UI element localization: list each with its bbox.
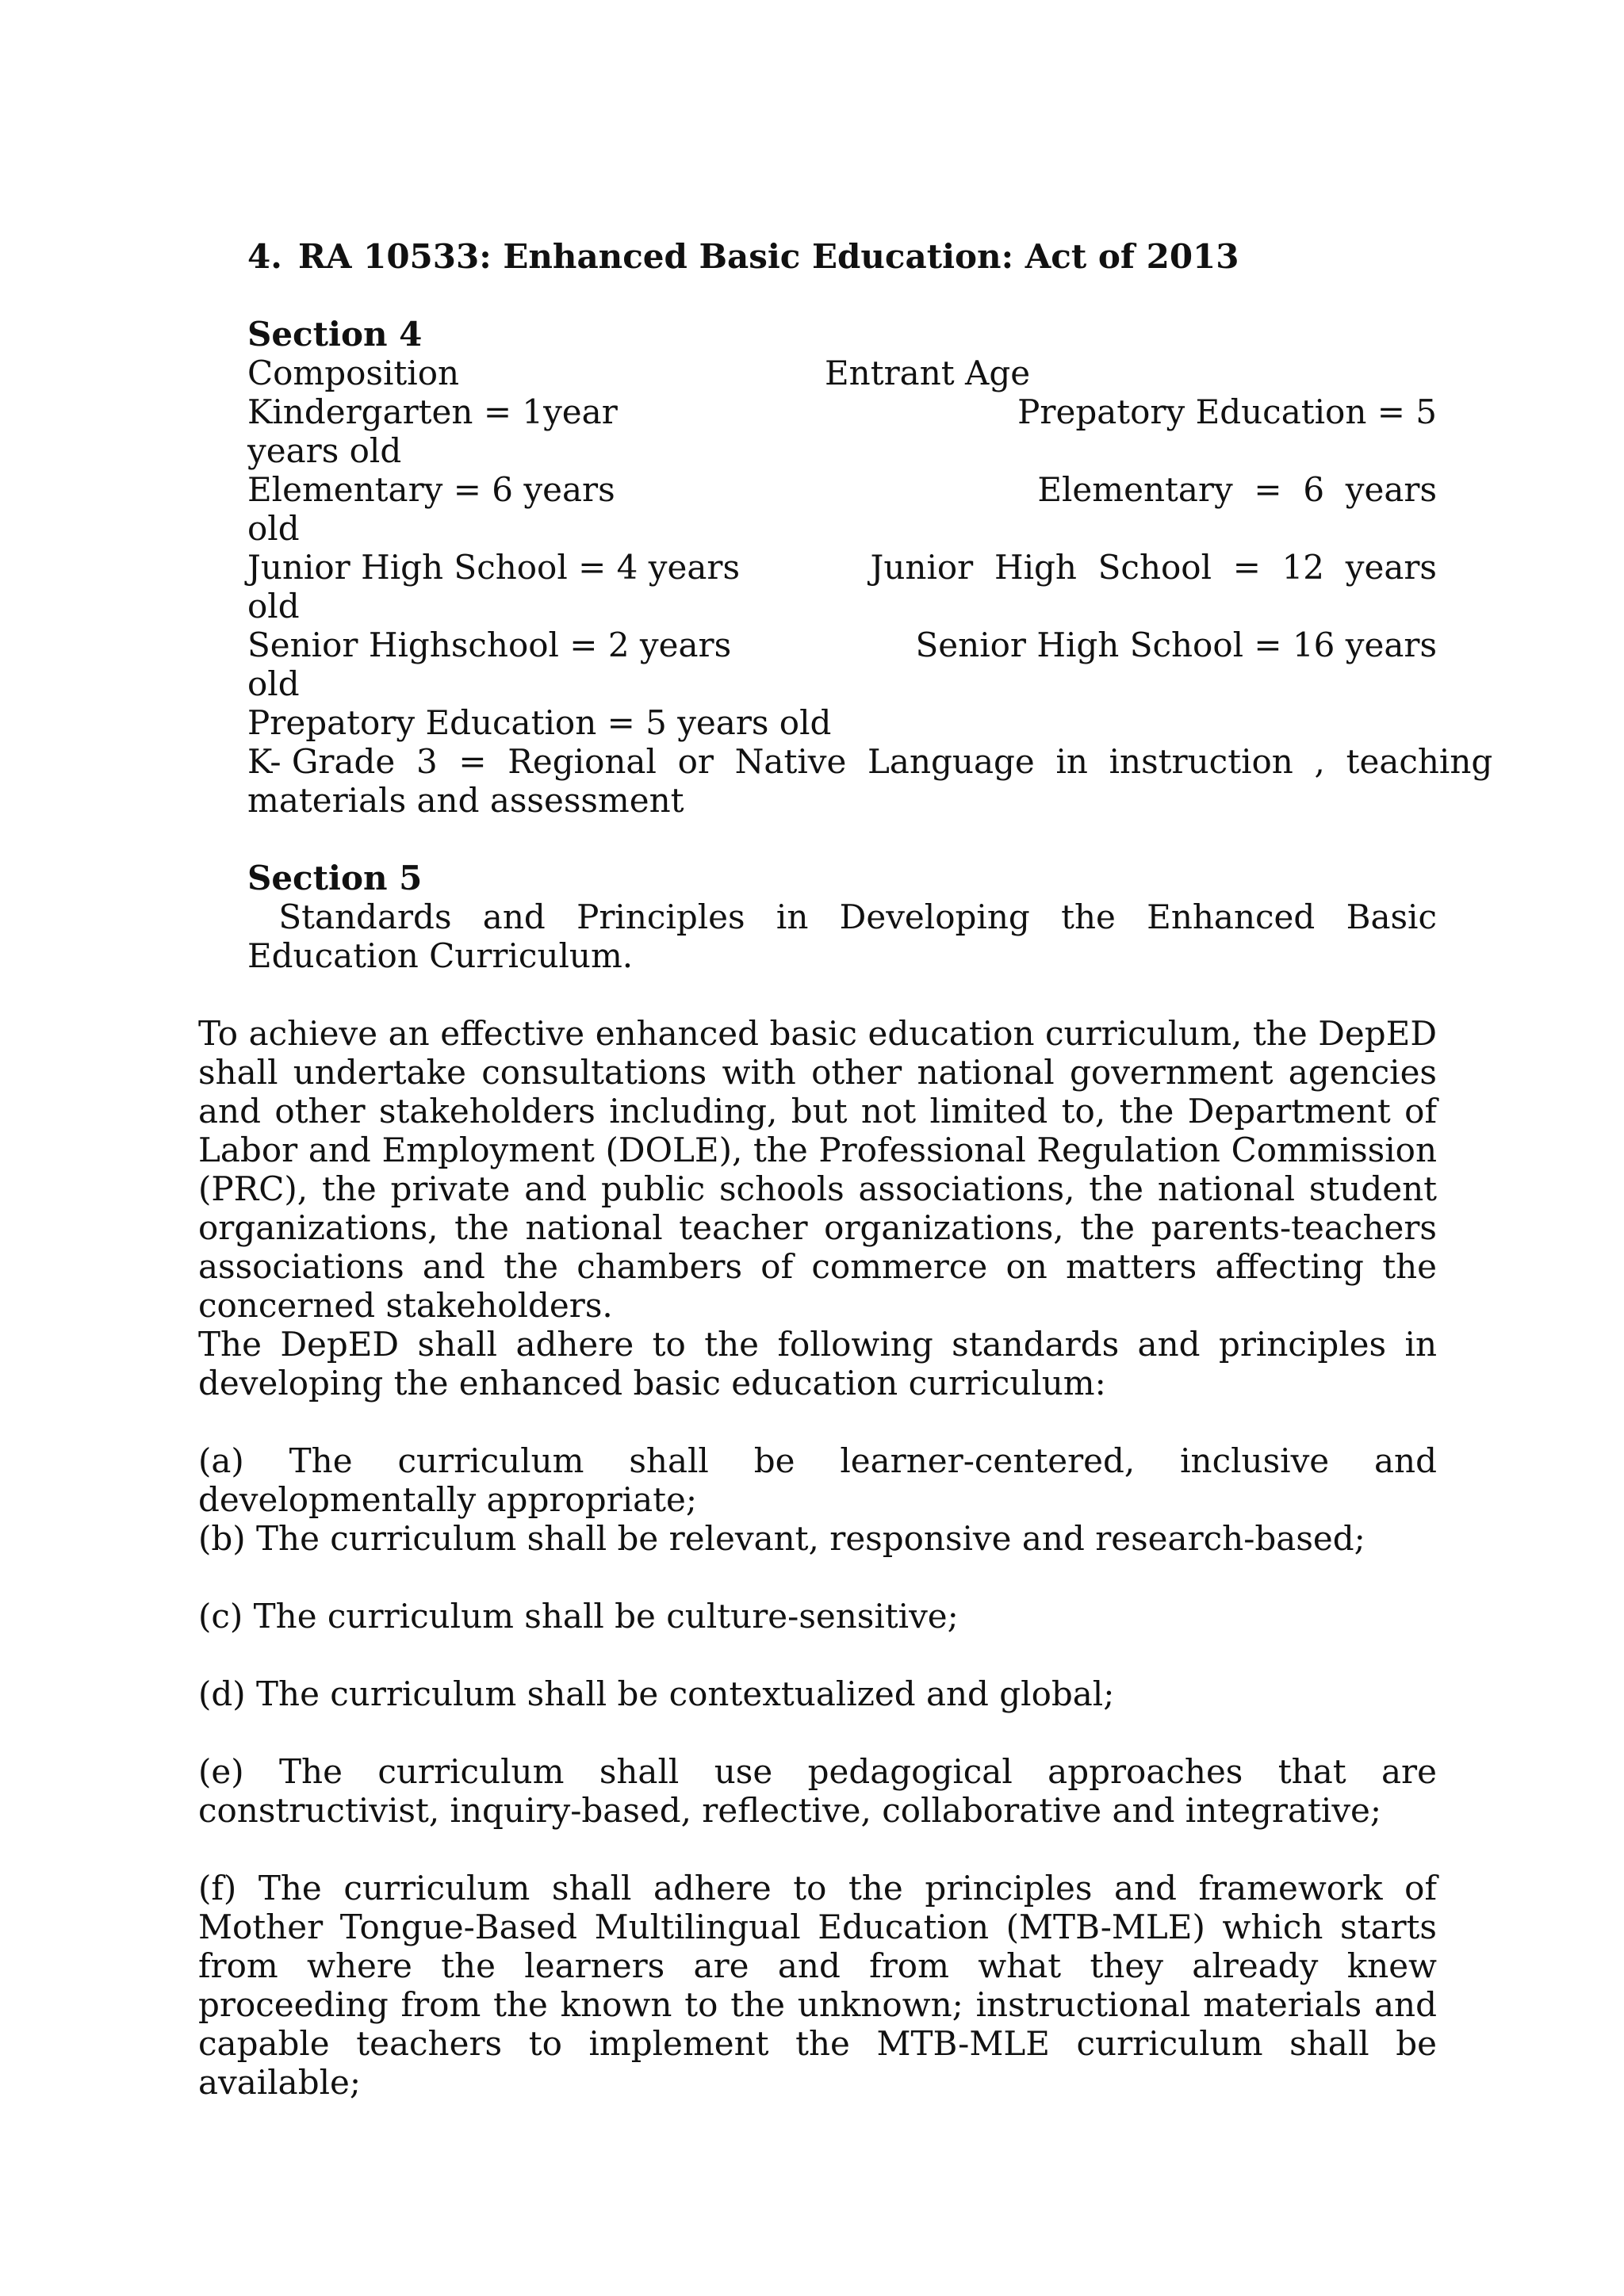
list-item-b: (b) The curriculum shall be relevant, responsive and research-based; (198, 1519, 1365, 1558)
list-item-a: (a) The curriculum shall be learner-centered, inclusive and developmentally appropriate; (198, 1441, 1437, 1519)
document-heading (247, 237, 1437, 276)
heading-title: RA 10533: Enhanced Basic Education: Act of 2013 (298, 237, 1239, 276)
row-wrap: old (247, 664, 300, 703)
row-left: Kindergarten = 1year (247, 392, 618, 431)
heading-number: 4. (247, 237, 282, 276)
kgrade-line: K- Grade 3 = Regional or Native Language in instruction , teaching (247, 742, 1493, 781)
row-left: Senior Highschool = 2 years (247, 626, 732, 664)
row-right: Elementary = 6 years (1037, 470, 1437, 509)
row-left: Junior High School = 4 years (247, 548, 740, 587)
row-wrap: old (247, 587, 300, 626)
section-4-row (247, 626, 1437, 664)
entrant-age-header: Entrant Age (825, 354, 1031, 392)
section-5 (247, 859, 1448, 975)
row-left: Elementary = 6 years (247, 470, 615, 509)
section-4 (247, 315, 1493, 820)
list-item-c: (c) The curriculum shall be culture-sensitive; (198, 1597, 959, 1636)
section-4-row (247, 548, 1437, 587)
row-right: Senior High School = 16 years (915, 626, 1437, 664)
section-4-column-headers (247, 354, 1437, 392)
prep-education-line: Prepatory Education = 5 years old (247, 703, 832, 742)
row-right: Prepatory Education = 5 (1017, 392, 1437, 431)
list-item-f: (f) The curriculum shall adhere to the principles and framework of Mother Tongue-Based Multilingual Education (MTB-MLE) which starts from where the learners are and from what they already knew proceeding from the known to the unknown; instructional materials and capable teachers to implement the MTB-MLE curriculum shall be available; (198, 1869, 1437, 2102)
composition-header: Composition (247, 354, 460, 392)
row-wrap: old (247, 509, 300, 548)
section-4-title: Section 4 (247, 315, 423, 354)
paragraph-standards-intro: The DepED shall adhere to the following standards and principles in developing the enhanced basic education curriculum: (198, 1325, 1437, 1402)
paragraph-consultations: To achieve an effective enhanced basic education curriculum, the DepED shall undertake consultations with other national government agencies and other stakeholders including, but not limited to, the Department of Labor and Employment (DOLE), the Professional Regulation Commission (PRC), the private and public schools associations, the national student organizations, the national teacher organizations, the parents-teachers associations and the chambers of commerce on matters affecting the concerned stakeholders. (198, 1014, 1437, 1325)
section-5-title: Section 5 (247, 859, 423, 897)
section-4-row (247, 392, 1437, 431)
row-wrap: years old (247, 431, 402, 470)
section-4-row (247, 470, 1437, 509)
list-item-e: (e) The curriculum shall use pedagogical approaches that are constructivist, inquiry-based, reflective, collaborative and integrative; (198, 1752, 1437, 1830)
section-5-subtitle: Standards and Principles in Developing the Enhanced Basic Education Curriculum. (247, 897, 1448, 975)
list-item-d: (d) The curriculum shall be contextualized and global; (198, 1674, 1115, 1713)
kgrade-line-wrap: materials and assessment (247, 781, 684, 820)
row-right: Junior High School = 12 years (870, 548, 1437, 587)
